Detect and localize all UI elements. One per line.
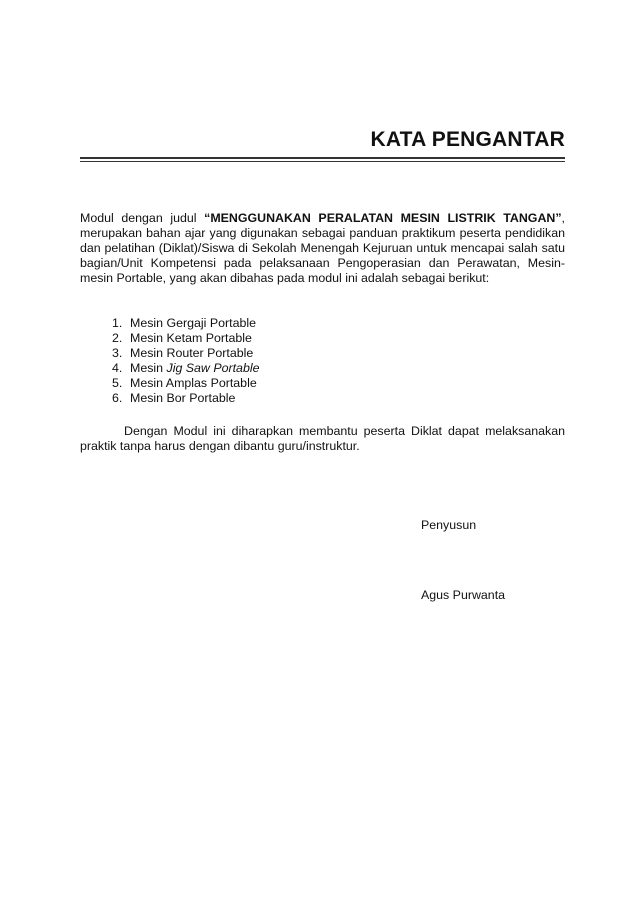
list-item <box>80 316 259 331</box>
list-item-number: 3. <box>112 346 123 360</box>
list-item <box>80 361 259 376</box>
module-title: “MENGGUNAKAN PERALATAN MESIN LISTRIK TANGAN” <box>204 211 562 225</box>
list-item-number: 6. <box>112 391 123 405</box>
list-item-number: 5. <box>112 376 123 390</box>
list-item-text: Mesin Ketam Portable <box>130 331 252 345</box>
list-item-text: Mesin Router Portable <box>130 346 254 360</box>
machine-list <box>80 316 259 406</box>
signature-name: Agus Purwanta <box>421 588 506 602</box>
list-item <box>80 376 259 391</box>
list-item-number: 2. <box>112 331 123 345</box>
list-item-italic: Jig Saw Portable <box>166 361 260 375</box>
list-item-number: 4. <box>112 361 123 375</box>
list-item <box>80 346 259 361</box>
intro-rest: , merupakan bahan ajar yang digunakan sebagai panduan praktikum peserta pendidikan dan pelatihan (Diklat)/Siswa di Sekolah Menengah Kejuruan untuk mencapai salah satu bagian/Unit Kompetensi pada pelaksanaan Pengoperasian dan Perawatan, Mesin-mesin Portable, yang akan dibahas pada modul ini adalah sebagai berikut: <box>80 211 565 285</box>
list-item-number: 1. <box>112 316 123 330</box>
list-item-text: Mesin Gergaji Portable <box>130 316 257 330</box>
list-item-prefix: Mesin <box>130 361 167 375</box>
page-title: KATA PENGANTAR <box>370 128 565 151</box>
intro-paragraph <box>80 211 565 286</box>
closing-text: Dengan Modul ini diharapkan membantu peserta Diklat dapat melaksanakan praktik tanpa harus dengan dibantu guru/instruktur. <box>80 424 565 453</box>
list-item-text: Mesin Bor Portable <box>130 391 236 405</box>
title-rule-thin <box>80 161 565 162</box>
list-item <box>80 391 259 406</box>
title-rule-thick <box>80 157 565 159</box>
list-item <box>80 331 259 346</box>
list-item-text: Mesin Amplas Portable <box>130 376 257 390</box>
closing-paragraph <box>80 424 565 454</box>
intro-lead: Modul dengan judul <box>80 211 205 225</box>
signature-role: Penyusun <box>421 518 477 532</box>
